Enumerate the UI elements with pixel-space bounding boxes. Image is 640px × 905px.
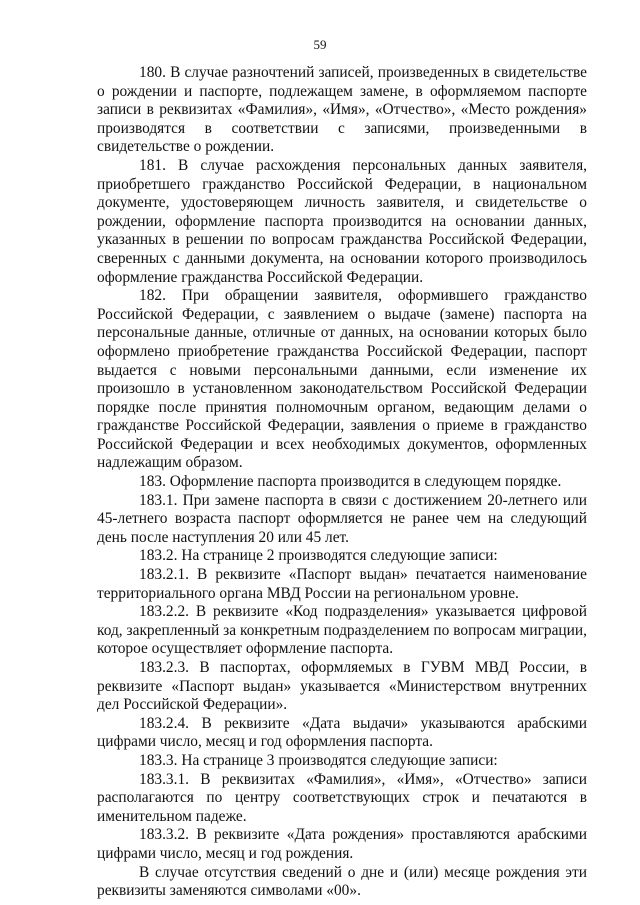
paragraph-183-2: 183.2. На странице 2 производятся следующие записи: — [139, 547, 498, 565]
paragraph-183-3: 183.3. На странице 3 производятся следующие записи: — [139, 751, 498, 769]
paragraph-183-2-1: 183.2.1. В реквизите «Паспорт выдан» печатается наименование территориального органа МВД России на региональном уровне. — [97, 566, 587, 602]
paragraph-183-2-4: 183.2.4. В реквизите «Дата выдачи» указываются арабскими цифрами число, месяц и год оформления паспорта. — [97, 714, 587, 751]
paragraph-183-3-1: 183.3.1. В реквизитах «Фамилия», «Имя», «Отчество» записи располагаются по центру соответствующих строк и печатаются в именительном падеже. — [97, 770, 587, 825]
paragraph-183-2-3: 183.2.3. В паспортах, оформляемых в ГУВМ МВД России, в реквизите «Паспорт выдан» указывается «Министерством внутренних дел Российской Федерации». — [97, 659, 587, 714]
page-number: 59 — [313, 37, 327, 52]
paragraph-180: 180. В случае разночтений записей, произведенных в свидетельстве о рождении и паспорте, подлежащем замене, в оформляемом паспорте записи в реквизитах «Фамилия», «Имя», «Отчество», «Место рождения» производятся в соответствии с записями, произведенными в свидетельстве о рождении. — [97, 64, 587, 156]
document-body — [97, 64, 587, 901]
paragraph-183: 183. Оформление паспорта производится в следующем порядке. — [139, 473, 562, 491]
paragraph-181: 181. В случае расхождения персональных данных заявителя, приобретшего гражданство Российской Федерации, в национальном документе, удостоверяющем личность заявителя, и свидетельстве о рождении, оформление паспорта производится на основании данных, указанных в решении по вопросам гражданства Российской Федерации, сверенных с данными документа, на основании которого производилось оформление гражданства Российской Федерации. — [97, 156, 587, 286]
paragraph-182: 182. При обращении заявителя, оформившего гражданство Российской Федерации, с заявлением о выдаче (замене) паспорта на персональные данные, отличные от данных, на основании которых было оформлено приобретение гражданства Российской Федерации, паспорт выдается с новыми персональными данными, если изменение их произошло в установленном законодательством Российской Федерации порядке после принятия полномочным органом, ведающим делами о гражданстве Российской Федерации, заявления о приеме в гражданство Российской Федерации и всех необходимых документов, оформленных надлежащим образом. — [97, 287, 587, 472]
paragraph-183-2-2: 183.2.2. В реквизите «Код подразделения» указывается цифровой код, закрепленный за конкретным подразделением по вопросам миграции, которое осуществляет оформление паспорта. — [97, 603, 587, 658]
paragraph-183-3-2: 183.3.2. В реквизите «Дата рождения» проставляются арабскими цифрами число, месяц и год рождения. — [97, 826, 587, 862]
paragraph-183-1: 183.1. При замене паспорта в связи с достижением 20-летнего или 45-летнего возраста паспорт оформляется не ранее чем на следующий день после наступления 20 или 45 лет. — [97, 491, 587, 546]
paragraph-missing-date-note: В случае отсутствия сведений о дне и (или) месяце рождения эти реквизиты заменяются символами «00». — [97, 863, 587, 900]
